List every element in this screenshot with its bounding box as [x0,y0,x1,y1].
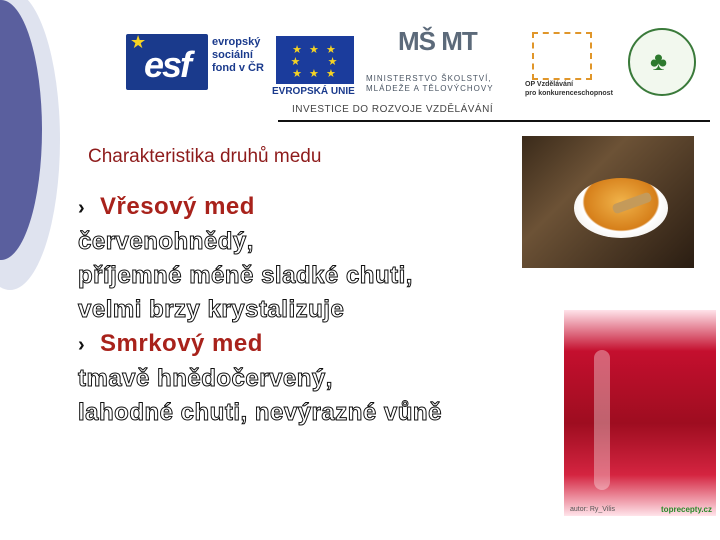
honey-cup-photo [522,136,694,268]
heading-text: Vřesový med [100,193,255,220]
eu-flag-icon [276,36,354,84]
divider [278,120,710,122]
msmt-line: MLÁDEŽE A TĚLOVÝCHOVY [366,84,494,93]
msmt-line: MINISTERSTVO ŠKOLSTVÍ, [366,74,492,83]
arrow-bullet-icon: › [78,334,86,356]
body-line: červenohnědý, [78,228,254,255]
arrow-bullet-icon: › [78,197,86,219]
op-text-block [525,80,613,98]
jar-highlight [594,350,610,490]
photo-credit: autor: Ry_Vilis [570,506,616,513]
invest-text: INVESTICE DO ROZVOJE VZDĚLÁVÁNÍ [292,104,494,115]
section-heading [78,327,558,362]
esf-logo [126,34,208,90]
msmt-logo: MŠ MT [398,26,477,56]
body-line: velmi brzy krystalizuje [78,296,345,323]
esf-line: fond v ČR [212,62,264,74]
photo-watermark: toprecepty.cz [661,505,712,514]
msmt-text-block [366,74,494,94]
esf-line: sociální [212,49,253,61]
slide-title: Charakteristika druhů medu [88,146,322,167]
eu-label: EVROPSKÁ UNIE [272,86,355,97]
tree-icon: ♣ [650,46,668,76]
section-heading [78,190,558,225]
op-line: OP Vzdělávání [525,81,574,88]
honey-jar-photo [564,310,716,516]
eu-stars-icon: ★ ★ ★ ★ ★ ★ ★ ★ [290,44,340,80]
body-line: tmavě hnědočervený, [78,365,333,392]
esf-line: evropský [212,36,261,48]
star-icon: ★ [130,32,147,52]
slide-body [78,190,558,430]
logo-bar [120,28,710,120]
op-line: pro konkurenceschopnost [525,90,613,97]
op-logo-icon [532,32,592,80]
body-line: příjemné méně sladké chuti, [78,262,413,289]
heading-text: Smrkový med [100,330,263,357]
esf-text-block [212,36,264,75]
esf-mark: esf [143,44,191,85]
body-line: lahodné chuti, nevýrazné vůně [78,399,442,426]
school-seal [628,28,696,96]
